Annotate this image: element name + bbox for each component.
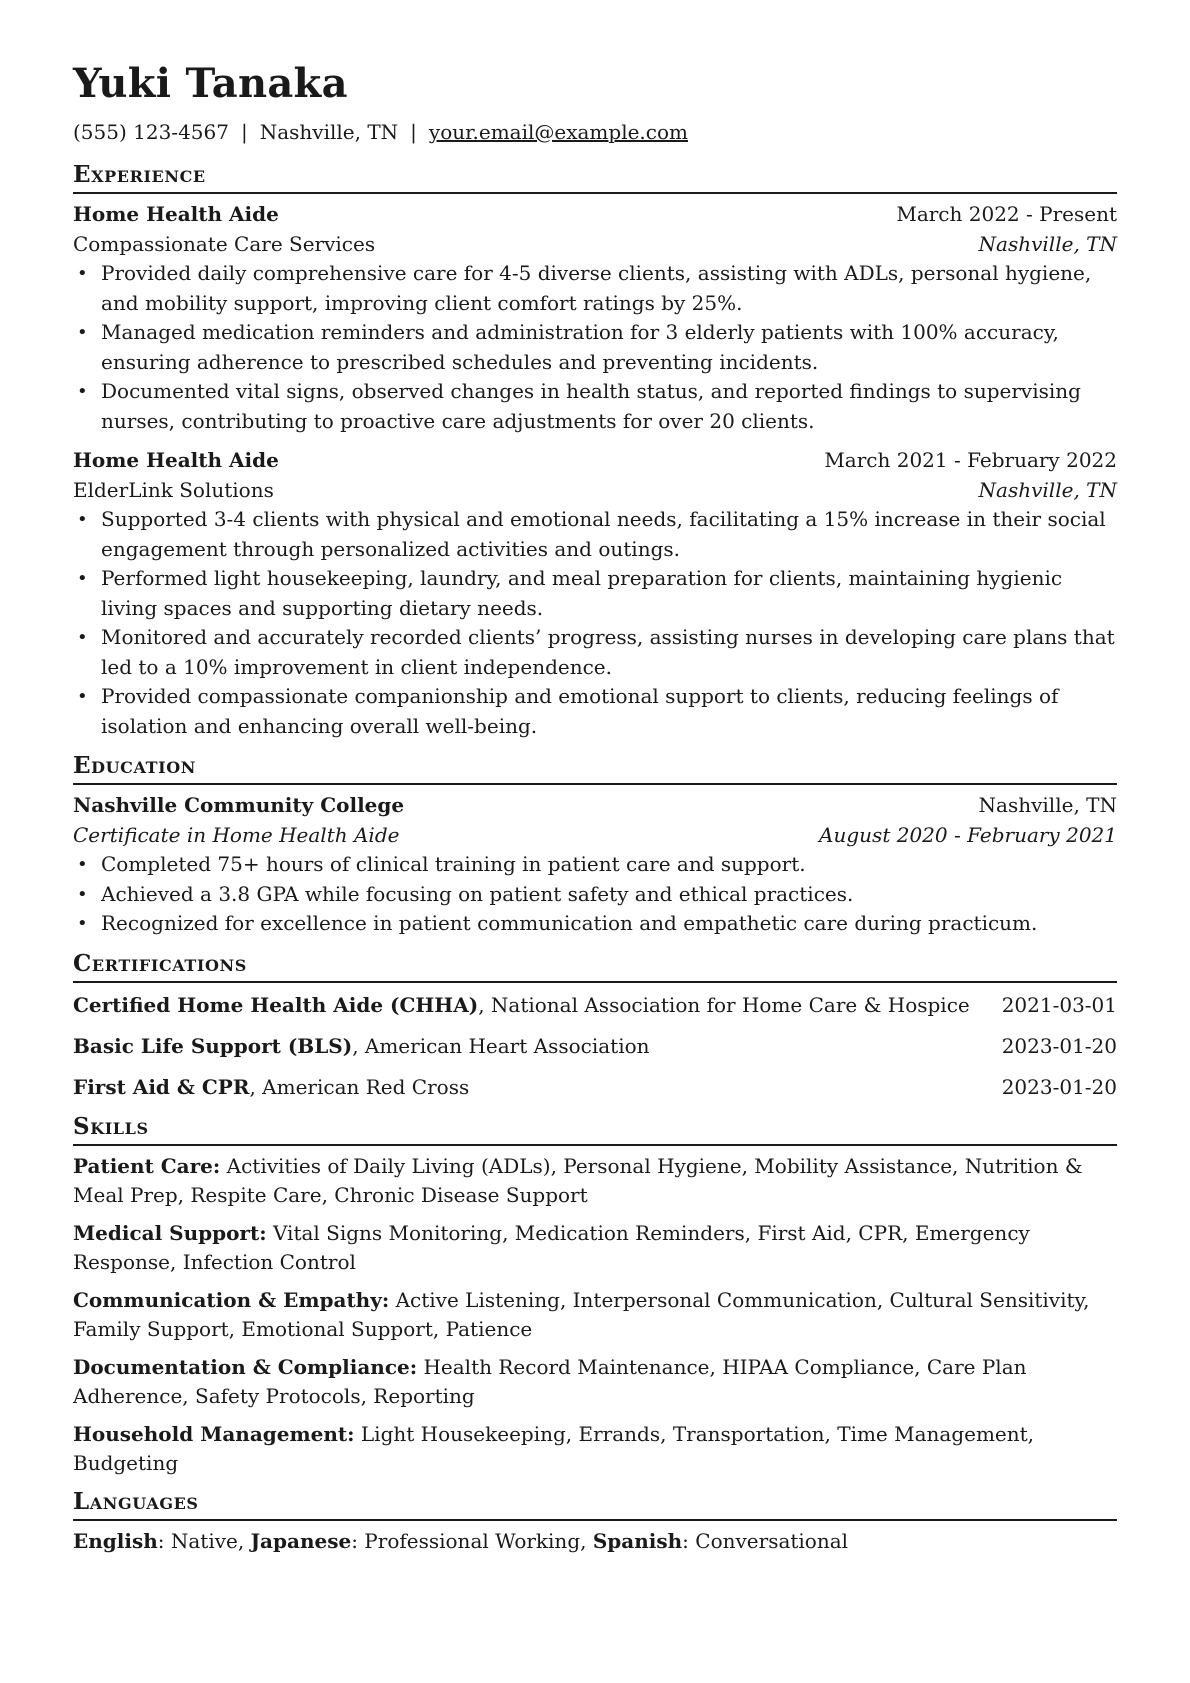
section-title-languages: Languages [73, 1487, 1117, 1521]
job-entry [73, 446, 1117, 741]
job-role: Home Health Aide [73, 448, 279, 472]
section-title-skills: Skills [73, 1112, 1117, 1146]
language-level: : Conversational [682, 1528, 849, 1553]
certifications-section [73, 949, 1117, 1103]
skill-text: Health Record Maintenance, HIPAA Compliance, Care Plan Adherence, Safety Protocols, Reporting [73, 1354, 1027, 1408]
cert-date: 2023-01-20 [1001, 1074, 1117, 1099]
cert-issuer: , American Heart Association [352, 1033, 650, 1058]
job-bullets [73, 505, 1117, 741]
education-section [73, 751, 1117, 939]
bullet-item: • Managed medication reminders and administration for 3 elderly patients with 100% accuracy, ensuring adherence to prescribed schedules and preventing incidents. [101, 318, 1117, 377]
skill-text: Light Housekeeping, Errands, Transportation, Time Management, Budgeting [73, 1421, 1035, 1475]
skill-group [73, 1353, 1117, 1412]
separator: | [410, 120, 417, 144]
job-dates: March 2022 - Present [896, 202, 1117, 226]
bullet-item: • Provided daily comprehensive care for 4-5 diverse clients, assisting with ADLs, personal hygiene, and mobility support, improving client comfort ratings by 25%. [101, 259, 1117, 318]
degree: Certificate in Home Health Aide [73, 822, 400, 847]
skill-label: Communication & Empathy: [73, 1287, 390, 1312]
bullet-item: • Completed 75+ hours of clinical training in patient care and support. [101, 850, 1117, 880]
job-bullets [73, 259, 1117, 436]
skill-label: Medical Support: [73, 1220, 267, 1245]
bullet-item: • Achieved a 3.8 GPA while focusing on patient safety and ethical practices. [101, 880, 1117, 910]
education-bullets [73, 850, 1117, 939]
job-company: Compassionate Care Services [73, 231, 376, 256]
cert-name: Certified Home Health Aide (CHHA) [73, 992, 479, 1017]
language-level: : Professional Working, [351, 1528, 593, 1553]
location: Nashville, TN [259, 120, 399, 144]
section-title-experience: Experience [73, 160, 1117, 194]
skills-section [73, 1112, 1117, 1479]
skill-group [73, 1152, 1117, 1211]
skill-group [73, 1420, 1117, 1479]
contact-line [73, 118, 1117, 146]
skill-group [73, 1286, 1117, 1345]
certification-item [73, 1030, 1117, 1062]
bullet-item: • Monitored and accurately recorded clients’ progress, assisting nurses in developing care plans that led to a 10% improvement in client independence. [101, 623, 1117, 682]
bullet-item: • Performed light housekeeping, laundry, and meal preparation for clients, maintaining hygienic living spaces and supporting dietary needs. [101, 564, 1117, 623]
experience-section [73, 160, 1117, 741]
email-link[interactable]: your.email@example.com [428, 120, 688, 144]
school-location: Nashville, TN [978, 793, 1117, 817]
skill-group [73, 1219, 1117, 1278]
language-name: Japanese [250, 1528, 352, 1553]
skill-label: Documentation & Compliance: [73, 1354, 418, 1379]
bullet-item: • Supported 3-4 clients with physical and emotional needs, facilitating a 15% increase in their social engagement through personalized activities and outings. [101, 505, 1117, 564]
cert-date: 2021-03-01 [1001, 992, 1117, 1017]
job-company: ElderLink Solutions [73, 477, 274, 502]
language-name: English [73, 1528, 158, 1553]
cert-issuer: , American Red Cross [249, 1074, 470, 1099]
language-level: : Native, [157, 1528, 251, 1553]
job-location: Nashville, TN [978, 231, 1117, 256]
cert-name: Basic Life Support (BLS) [73, 1033, 353, 1058]
cert-name: First Aid & CPR [73, 1074, 250, 1099]
language-name: Spanish [592, 1528, 683, 1553]
cert-issuer: , National Association for Home Care & Hospice [478, 992, 970, 1017]
candidate-name: Yuki Tanaka [73, 60, 348, 107]
section-title-certifications: Certifications [73, 949, 1117, 983]
bullet-item: • Documented vital signs, observed changes in health status, and reported findings to supervising nurses, contributing to proactive care adjustments for over 20 clients. [101, 377, 1117, 436]
education-dates: August 2020 - February 2021 [819, 822, 1117, 847]
certification-item [73, 1071, 1117, 1103]
job-role: Home Health Aide [73, 202, 279, 226]
skill-text: Active Listening, Interpersonal Communication, Cultural Sensitivity, Family Support, Emotional Support, Patience [73, 1287, 1090, 1341]
separator: | [240, 120, 248, 144]
job-entry [73, 200, 1117, 436]
school-name: Nashville Community College [73, 793, 405, 817]
education-entry [73, 791, 1117, 939]
bullet-item: • Provided compassionate companionship and emotional support to clients, reducing feelings of isolation and enhancing overall well-being. [101, 682, 1117, 741]
bullet-item: • Recognized for excellence in patient communication and empathetic care during practicum. [101, 909, 1117, 939]
skill-text: Activities of Daily Living (ADLs), Personal Hygiene, Mobility Assistance, Nutrition & Meal Prep, Respite Care, Chronic Disease Support [73, 1153, 1083, 1207]
cert-date: 2023-01-20 [1001, 1033, 1117, 1058]
certification-item [73, 989, 1117, 1021]
languages-line [73, 1527, 1117, 1557]
job-location: Nashville, TN [978, 477, 1117, 502]
languages-section [73, 1487, 1117, 1557]
section-title-education: Education [73, 751, 1117, 785]
skill-text: Vital Signs Monitoring, Medication Reminders, First Aid, CPR, Emergency Response, Infection Control [73, 1220, 1030, 1274]
phone: (555) 123-4567 [73, 120, 229, 144]
skill-label: Household Management: [73, 1421, 355, 1446]
skill-label: Patient Care: [73, 1153, 221, 1178]
job-dates: March 2021 - February 2022 [824, 448, 1117, 472]
